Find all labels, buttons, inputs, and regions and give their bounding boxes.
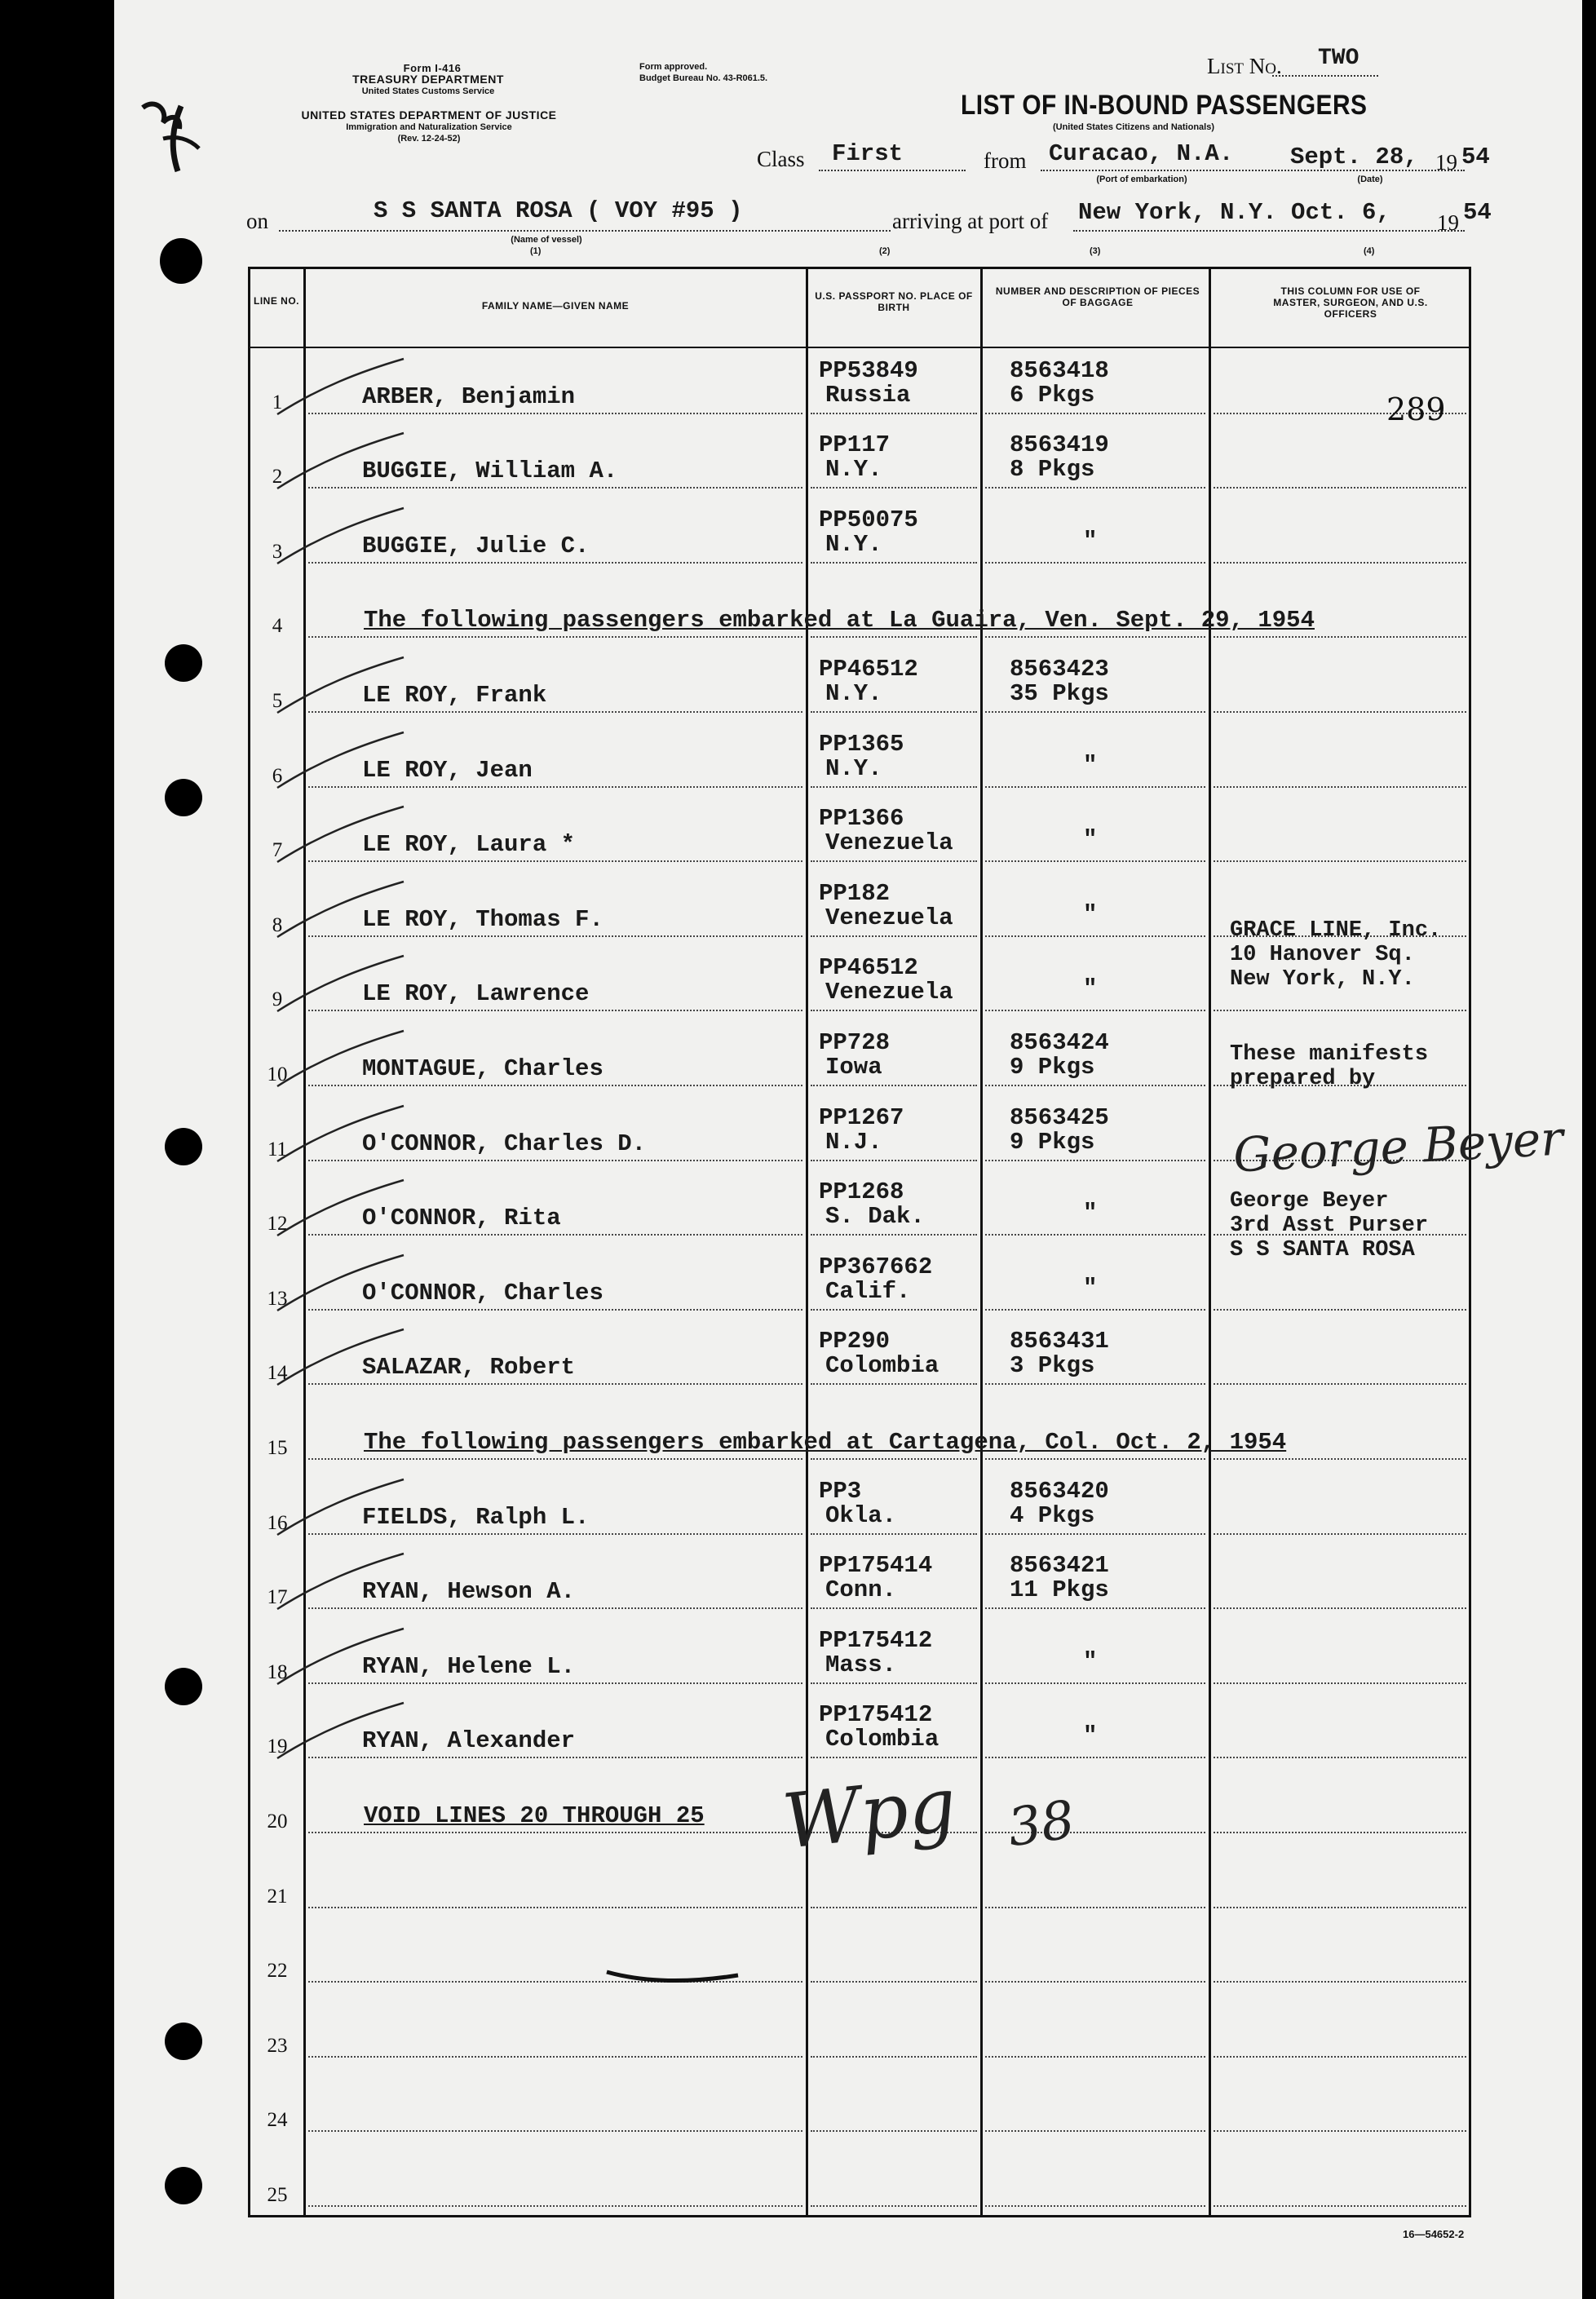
ditto-mark: " bbox=[1083, 975, 1098, 1003]
passport-number: PP1365 bbox=[819, 730, 904, 758]
passport-number: PP182 bbox=[819, 879, 891, 907]
check-mark-icon bbox=[269, 1550, 408, 1616]
baggage-pieces: 35 Pkgs bbox=[1010, 680, 1109, 707]
row-dotted-line bbox=[308, 2130, 802, 2132]
check-mark-icon bbox=[130, 90, 228, 179]
passenger-name: O'CONNOR, Rita bbox=[362, 1205, 561, 1232]
row-dotted-line bbox=[811, 562, 977, 564]
baggage-number: 8563423 bbox=[1010, 656, 1109, 683]
header-divider bbox=[248, 347, 1471, 348]
class-label: Class bbox=[757, 147, 805, 171]
check-mark-icon bbox=[269, 356, 408, 421]
place-of-birth: N.Y. bbox=[825, 754, 882, 782]
ditto-mark: " bbox=[1083, 900, 1098, 928]
pen-scribble-icon bbox=[603, 1957, 742, 1990]
class-line bbox=[819, 170, 966, 171]
check-mark-icon bbox=[269, 1625, 408, 1691]
baggage-number: 8563424 bbox=[1010, 1029, 1109, 1056]
line-number: 7 bbox=[272, 839, 283, 862]
check-mark-icon bbox=[269, 1103, 408, 1168]
line-number: 8 bbox=[272, 913, 283, 936]
passenger-name: SALAZAR, Robert bbox=[362, 1354, 576, 1382]
check-mark-icon bbox=[269, 878, 408, 944]
section-note: The following passengers embarked at La Guaira, Ven. Sept. 29, 1954 bbox=[364, 607, 1315, 634]
row-dotted-line bbox=[985, 1160, 1205, 1161]
row-dotted-line bbox=[811, 413, 977, 414]
check-mark-icon bbox=[269, 803, 408, 869]
col-ref-3: (3) bbox=[1090, 246, 1101, 256]
check-mark-icon bbox=[269, 729, 408, 794]
row-dotted-line bbox=[308, 2056, 802, 2058]
row-dotted-line bbox=[1214, 860, 1466, 862]
line-number: 3 bbox=[272, 540, 283, 563]
vessel-line bbox=[279, 230, 891, 232]
col-header-name: FAMILY NAME—GIVEN NAME bbox=[481, 300, 630, 312]
passenger-name: O'CONNOR, Charles D. bbox=[362, 1130, 647, 1157]
row-dotted-line bbox=[985, 636, 1205, 638]
baggage-number: 8563425 bbox=[1010, 1103, 1109, 1131]
row-dotted-line bbox=[985, 1085, 1205, 1086]
baggage-pieces: 3 Pkgs bbox=[1010, 1352, 1095, 1380]
company-line-1: GRACE LINE, Inc. bbox=[1230, 918, 1442, 943]
from-label: from bbox=[984, 148, 1027, 173]
place-of-birth: Iowa bbox=[825, 1054, 882, 1081]
row-dotted-line bbox=[811, 1907, 977, 1908]
list-no-value: TWO bbox=[1318, 46, 1359, 71]
ditto-mark: " bbox=[1083, 1274, 1098, 1302]
row-dotted-line bbox=[985, 711, 1205, 713]
row-dotted-line bbox=[811, 1981, 977, 1983]
row-dotted-line bbox=[985, 1682, 1205, 1684]
row-dotted-line bbox=[811, 935, 977, 937]
place-of-birth: Russia bbox=[825, 381, 911, 409]
row-dotted-line bbox=[985, 1533, 1205, 1535]
customs-service: United States Customs Service bbox=[361, 86, 495, 96]
passenger-name: RYAN, Hewson A. bbox=[362, 1578, 576, 1606]
row-dotted-line bbox=[985, 860, 1205, 862]
row-dotted-line bbox=[985, 1757, 1205, 1758]
ditto-mark: " bbox=[1083, 527, 1098, 555]
col-ref-2: (2) bbox=[879, 246, 891, 256]
arrival-year: 54 bbox=[1463, 199, 1492, 226]
place-of-birth: Conn. bbox=[825, 1576, 897, 1604]
place-of-birth: N.Y. bbox=[825, 530, 882, 558]
row-dotted-line bbox=[811, 1533, 977, 1535]
line-number: 22 bbox=[267, 1960, 288, 1983]
baggage-pieces: 9 Pkgs bbox=[1010, 1128, 1095, 1156]
passport-number: PP290 bbox=[819, 1328, 891, 1355]
row-dotted-line bbox=[811, 1234, 977, 1236]
line-number: 10 bbox=[267, 1063, 288, 1085]
purser-line-2: 3rd Asst Purser bbox=[1230, 1214, 1429, 1238]
embarkation-date: Sept. 28, bbox=[1290, 144, 1418, 170]
row-dotted-line bbox=[985, 1981, 1205, 1983]
arrival-year-prefix: 19 bbox=[1437, 210, 1459, 235]
page-title: LIST OF IN-BOUND PASSENGERS bbox=[961, 90, 1368, 121]
page-subtitle: (United States Citizens and Nationals) bbox=[1052, 122, 1215, 132]
vessel-caption: (Name of vessel) bbox=[511, 235, 582, 245]
check-mark-icon bbox=[269, 1326, 408, 1391]
row-dotted-line bbox=[1214, 1757, 1466, 1758]
line-number: 19 bbox=[267, 1735, 288, 1758]
binder-hole bbox=[160, 238, 202, 284]
baggage-pieces: 9 Pkgs bbox=[1010, 1054, 1095, 1081]
baggage-number: 8563421 bbox=[1010, 1552, 1109, 1580]
list-no-line bbox=[1272, 75, 1378, 77]
embarkation-port: Curacao, N.A. bbox=[1049, 140, 1234, 167]
passport-number: PP117 bbox=[819, 431, 891, 459]
row-dotted-line bbox=[1214, 1981, 1466, 1983]
line-number: 17 bbox=[267, 1586, 288, 1609]
line-number: 23 bbox=[267, 2034, 288, 2057]
baggage-pieces: 8 Pkgs bbox=[1010, 456, 1095, 484]
line-number: 2 bbox=[272, 466, 283, 489]
row-dotted-line bbox=[308, 636, 802, 638]
baggage-number: 8563418 bbox=[1010, 356, 1109, 384]
check-mark-icon bbox=[269, 1177, 408, 1242]
row-dotted-line bbox=[811, 1010, 977, 1011]
check-mark-icon bbox=[269, 654, 408, 719]
row-dotted-line bbox=[1214, 1607, 1466, 1609]
row-dotted-line bbox=[811, 711, 977, 713]
passport-number: PP46512 bbox=[819, 656, 918, 683]
budget-bureau: Budget Bureau No. 43-R061.5. bbox=[639, 73, 768, 83]
passport-number: PP50075 bbox=[819, 506, 918, 533]
baggage-number: 8563431 bbox=[1010, 1328, 1109, 1355]
passenger-name: FIELDS, Ralph L. bbox=[362, 1503, 590, 1531]
col-ref-1: (1) bbox=[530, 246, 542, 256]
row-dotted-line bbox=[985, 2205, 1205, 2207]
passport-number: PP175414 bbox=[819, 1552, 933, 1580]
section-note: The following passengers embarked at Cartagena, Col. Oct. 2, 1954 bbox=[364, 1429, 1287, 1456]
passport-number: PP53849 bbox=[819, 356, 918, 384]
check-mark-icon bbox=[269, 430, 408, 495]
row-dotted-line bbox=[1214, 1010, 1466, 1011]
line-number: 11 bbox=[267, 1138, 288, 1161]
passport-number: PP3 bbox=[819, 1477, 862, 1505]
ditto-mark: " bbox=[1083, 1200, 1098, 1227]
row-dotted-line bbox=[1214, 487, 1466, 489]
row-dotted-line bbox=[1214, 786, 1466, 788]
line-number: 4 bbox=[272, 615, 283, 638]
form-approved: Form approved. bbox=[639, 62, 708, 72]
check-mark-icon bbox=[269, 1252, 408, 1317]
treasury-dept: TREASURY DEPARTMENT bbox=[352, 73, 504, 86]
passenger-name: MONTAGUE, Charles bbox=[362, 1055, 603, 1082]
place-of-birth: N.Y. bbox=[825, 456, 882, 484]
row-dotted-line bbox=[1214, 2205, 1466, 2207]
footer-code: 16—54652-2 bbox=[1403, 2228, 1465, 2240]
row-dotted-line bbox=[985, 1458, 1205, 1460]
year-prefix: 19 bbox=[1435, 150, 1457, 175]
ditto-mark: " bbox=[1083, 751, 1098, 779]
ditto-mark: " bbox=[1083, 1722, 1098, 1750]
row-dotted-line bbox=[1214, 1682, 1466, 1684]
vessel-name: S S SANTA ROSA ( VOY #95 ) bbox=[374, 197, 743, 224]
row-dotted-line bbox=[985, 1383, 1205, 1385]
place-of-birth: Colombia bbox=[825, 1352, 939, 1380]
stamp-number: 289 bbox=[1386, 391, 1446, 427]
place-of-birth: Venezuela bbox=[825, 979, 953, 1006]
col-header-officers: THIS COLUMN FOR USE OF MASTER, SURGEON, AND U.S. OFFICERS bbox=[1273, 285, 1428, 320]
passenger-name: LE ROY, Laura * bbox=[362, 831, 576, 859]
line-number: 14 bbox=[267, 1362, 288, 1385]
binder-hole bbox=[165, 779, 202, 816]
binder-hole bbox=[165, 1668, 202, 1705]
ditto-mark: " bbox=[1083, 1647, 1098, 1675]
passenger-name: O'CONNOR, Charles bbox=[362, 1279, 603, 1306]
binder-hole bbox=[165, 644, 202, 682]
row-dotted-line bbox=[985, 1309, 1205, 1311]
baggage-pieces: 4 Pkgs bbox=[1010, 1501, 1095, 1529]
row-dotted-line bbox=[308, 1832, 802, 1833]
place-of-birth: Mass. bbox=[825, 1651, 897, 1678]
place-of-birth: Venezuela bbox=[825, 829, 953, 857]
passport-number: PP728 bbox=[819, 1029, 891, 1056]
line-number: 25 bbox=[267, 2184, 288, 2206]
row-dotted-line bbox=[811, 487, 977, 489]
purser-signature: George Beyer bbox=[1231, 1110, 1565, 1183]
check-mark-icon bbox=[269, 1700, 408, 1765]
binder-hole bbox=[165, 2167, 202, 2204]
row-dotted-line bbox=[811, 1160, 977, 1161]
binder-hole bbox=[165, 1128, 202, 1165]
passport-number: PP175412 bbox=[819, 1626, 933, 1654]
place-of-birth: S. Dak. bbox=[825, 1203, 925, 1231]
arrival-port-date: New York, N.Y. Oct. 6, bbox=[1078, 199, 1390, 226]
check-mark-icon bbox=[269, 1028, 408, 1093]
row-dotted-line bbox=[308, 1458, 802, 1460]
port-caption: (Port of embarkation) bbox=[1096, 175, 1187, 184]
purser-line-3: S S SANTA ROSA bbox=[1230, 1238, 1415, 1262]
list-no-label: List No. bbox=[1207, 54, 1282, 78]
col-ref-4: (4) bbox=[1364, 246, 1375, 256]
passenger-name: LE ROY, Lawrence bbox=[362, 980, 590, 1008]
passenger-name: ARBER, Benjamin bbox=[362, 382, 576, 410]
ditto-mark: " bbox=[1083, 826, 1098, 854]
line-number: 20 bbox=[267, 1810, 288, 1833]
row-dotted-line bbox=[1214, 1533, 1466, 1535]
row-dotted-line bbox=[1214, 636, 1466, 638]
passenger-name: RYAN, Alexander bbox=[362, 1727, 576, 1755]
row-dotted-line bbox=[1214, 711, 1466, 713]
check-mark-icon bbox=[269, 953, 408, 1018]
row-dotted-line bbox=[985, 1607, 1205, 1609]
place-of-birth: Okla. bbox=[825, 1501, 897, 1529]
passport-number: PP1268 bbox=[819, 1178, 904, 1206]
baggage-number: 8563419 bbox=[1010, 431, 1109, 459]
revision: (Rev. 12-24-52) bbox=[397, 134, 461, 144]
col-divider bbox=[1209, 267, 1211, 2217]
row-dotted-line bbox=[985, 2130, 1205, 2132]
line-number: 13 bbox=[267, 1287, 288, 1310]
line-number: 5 bbox=[272, 690, 283, 712]
justice-dept: UNITED STATES DEPARTMENT OF JUSTICE bbox=[301, 108, 557, 122]
binder-hole bbox=[165, 2023, 202, 2060]
passenger-name: LE ROY, Jean bbox=[362, 756, 533, 784]
row-dotted-line bbox=[811, 2130, 977, 2132]
row-dotted-line bbox=[1214, 562, 1466, 564]
row-dotted-line bbox=[1214, 1832, 1466, 1833]
passenger-name: LE ROY, Frank bbox=[362, 682, 547, 709]
col-divider bbox=[980, 267, 983, 2217]
immigration-service: Immigration and Naturalization Service bbox=[346, 122, 512, 132]
place-of-birth: Calif. bbox=[825, 1277, 911, 1305]
row-dotted-line bbox=[985, 935, 1205, 937]
arriving-label: arriving at port of bbox=[892, 209, 1049, 233]
company-line-2: 10 Hanover Sq. bbox=[1230, 943, 1415, 967]
baggage-pieces: 11 Pkgs bbox=[1010, 1576, 1109, 1604]
handwritten-initials: Wpg bbox=[778, 1761, 961, 1866]
row-dotted-line bbox=[811, 1607, 977, 1609]
col-header-passport: U.S. PASSPORT NO. PLACE OF BIRTH bbox=[815, 290, 973, 313]
row-dotted-line bbox=[811, 1383, 977, 1385]
handwritten-figure: 38 bbox=[1004, 1789, 1079, 1859]
row-dotted-line bbox=[811, 1757, 977, 1758]
form-number: Form I-416 bbox=[403, 62, 462, 74]
line-number: 1 bbox=[272, 391, 283, 413]
purser-line-1: George Beyer bbox=[1230, 1189, 1389, 1214]
row-dotted-line bbox=[811, 1085, 977, 1086]
passenger-name: BUGGIE, William A. bbox=[362, 458, 618, 485]
line-number: 21 bbox=[267, 1885, 288, 1908]
arrival-line bbox=[1073, 230, 1465, 232]
place-of-birth: N.J. bbox=[825, 1128, 882, 1156]
company-line-3: New York, N.Y. bbox=[1230, 967, 1415, 992]
col-header-baggage: NUMBER AND DESCRIPTION OF PIECES OF BAGGAGE bbox=[995, 285, 1200, 308]
row-dotted-line bbox=[1214, 2130, 1466, 2132]
passenger-name: RYAN, Helene L. bbox=[362, 1652, 576, 1680]
row-dotted-line bbox=[1214, 2056, 1466, 2058]
row-dotted-line bbox=[811, 636, 977, 638]
class-value: First bbox=[832, 140, 904, 167]
passport-number: PP175412 bbox=[819, 1701, 933, 1729]
embarkation-year: 54 bbox=[1461, 144, 1490, 170]
row-dotted-line bbox=[985, 487, 1205, 489]
baggage-number: 8563420 bbox=[1010, 1477, 1109, 1505]
passenger-name: BUGGIE, Julie C. bbox=[362, 532, 590, 559]
row-dotted-line bbox=[308, 1907, 802, 1908]
passenger-name: LE ROY, Thomas F. bbox=[362, 905, 603, 933]
row-dotted-line bbox=[985, 413, 1205, 414]
check-mark-icon bbox=[269, 1476, 408, 1541]
passport-number: PP1366 bbox=[819, 805, 904, 833]
passport-number: PP367662 bbox=[819, 1253, 933, 1280]
row-dotted-line bbox=[985, 562, 1205, 564]
baggage-pieces: 6 Pkgs bbox=[1010, 381, 1095, 409]
section-note: VOID LINES 20 THROUGH 25 bbox=[364, 1802, 705, 1829]
date-caption: (Date) bbox=[1357, 175, 1383, 184]
check-mark-icon bbox=[269, 505, 408, 570]
place-of-birth: Colombia bbox=[825, 1726, 939, 1753]
row-dotted-line bbox=[308, 2205, 802, 2207]
col-header-line-no: LINE NO. bbox=[253, 295, 299, 307]
row-dotted-line bbox=[811, 786, 977, 788]
row-dotted-line bbox=[811, 1458, 977, 1460]
row-dotted-line bbox=[811, 2056, 977, 2058]
prepared-line-1: These manifests bbox=[1230, 1042, 1429, 1067]
row-dotted-line bbox=[985, 1234, 1205, 1236]
passport-number: PP1267 bbox=[819, 1103, 904, 1131]
line-number: 16 bbox=[267, 1511, 288, 1534]
place-of-birth: Venezuela bbox=[825, 904, 953, 931]
row-dotted-line bbox=[1214, 1383, 1466, 1385]
line-number: 15 bbox=[267, 1437, 288, 1459]
row-dotted-line bbox=[1214, 1309, 1466, 1311]
on-label: on bbox=[246, 209, 268, 233]
line-number: 24 bbox=[267, 2109, 288, 2132]
row-dotted-line bbox=[811, 860, 977, 862]
row-dotted-line bbox=[811, 2205, 977, 2207]
row-dotted-line bbox=[985, 786, 1205, 788]
line-number: 9 bbox=[272, 988, 283, 1011]
row-dotted-line bbox=[1214, 1907, 1466, 1908]
col-divider bbox=[806, 267, 808, 2217]
place-of-birth: N.Y. bbox=[825, 680, 882, 707]
prepared-line-2: prepared by bbox=[1230, 1067, 1376, 1091]
row-dotted-line bbox=[811, 1682, 977, 1684]
row-dotted-line bbox=[985, 2056, 1205, 2058]
passport-number: PP46512 bbox=[819, 954, 918, 982]
line-number: 6 bbox=[272, 764, 283, 787]
row-dotted-line bbox=[985, 1010, 1205, 1011]
row-dotted-line bbox=[985, 1907, 1205, 1908]
line-number: 12 bbox=[267, 1213, 288, 1236]
line-number: 18 bbox=[267, 1660, 288, 1683]
row-dotted-line bbox=[1214, 1458, 1466, 1460]
row-dotted-line bbox=[811, 1309, 977, 1311]
